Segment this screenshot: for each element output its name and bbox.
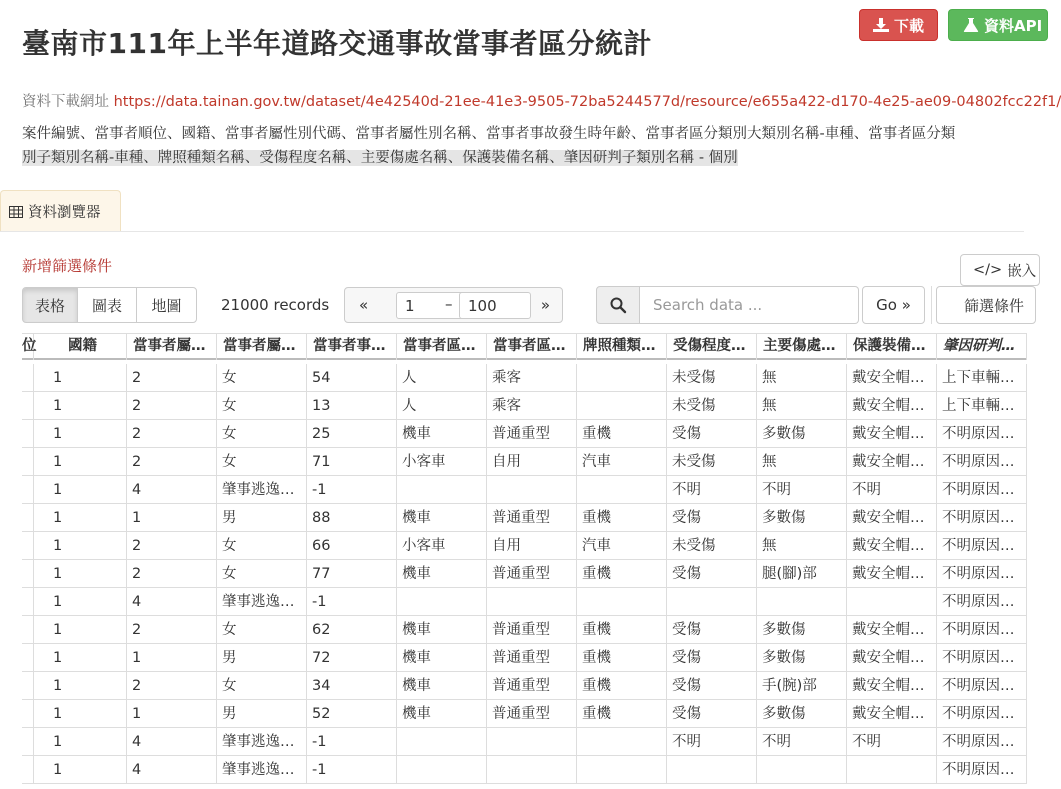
table-cell: 不明 [757, 728, 847, 756]
table-row[interactable] [22, 560, 1027, 588]
table-cell: 戴安全帽… [847, 392, 937, 420]
column-header[interactable]: 當事者區… [397, 334, 487, 360]
field-list-line-1: 案件編號、當事者順位、國籍、當事者屬性別代碼、當事者屬性別名稱、當事者事故發生時年齡、當事者區分類別大類別名稱-車種、當事者區分類 [22, 126, 956, 142]
table-cell: 普通重型 [487, 504, 577, 532]
table-cell: 未受傷 [667, 532, 757, 560]
table-cell: 普通重型 [487, 672, 577, 700]
table-cell: 乘客 [487, 364, 577, 392]
table-cell: 1 [34, 476, 127, 504]
table-cell: 無 [757, 448, 847, 476]
table-cell [397, 476, 487, 504]
table-cell: 不明 [757, 476, 847, 504]
table-cell: 2 [127, 420, 217, 448]
table-row[interactable] [22, 364, 1027, 392]
view-toggle-group [22, 287, 197, 323]
table-cell: 2 [127, 532, 217, 560]
table-cell: 戴安全帽… [847, 420, 937, 448]
table-cell: 腿(腳)部 [757, 560, 847, 588]
download-label: 下載 [893, 16, 924, 35]
table-cell: 1 [127, 504, 217, 532]
table-cell [22, 364, 34, 392]
table-cell: 機車 [397, 672, 487, 700]
table-cell: 上下車輛… [937, 364, 1027, 392]
table-cell: 未受傷 [667, 392, 757, 420]
download-icon [873, 18, 889, 32]
table-cell: 不明原因… [937, 728, 1027, 756]
table-cell: 71 [307, 448, 397, 476]
table-cell: 多數傷 [757, 644, 847, 672]
filters-button[interactable]: 篩選條件 [936, 286, 1036, 324]
table-cell: 無 [757, 532, 847, 560]
source-label: 資料下載網址 [22, 94, 109, 110]
table-cell [487, 476, 577, 504]
table-cell: 戴安全帽… [847, 672, 937, 700]
column-header[interactable]: 國籍 [34, 334, 127, 360]
table-cell [397, 588, 487, 616]
table-cell: -1 [307, 756, 397, 784]
column-header[interactable]: 保護裝備… [847, 334, 937, 360]
table-cell: 1 [34, 532, 127, 560]
search-icon [596, 286, 640, 324]
table-cell: 男 [217, 700, 307, 728]
table-cell: 未受傷 [667, 364, 757, 392]
tab-data-explorer-label: 資料瀏覽器 [28, 205, 101, 221]
table-row[interactable] [22, 700, 1027, 728]
table-cell: 汽車 [577, 532, 667, 560]
table-cell: 受傷 [667, 700, 757, 728]
table-cell: 1 [34, 756, 127, 784]
table-cell: 戴安全帽… [847, 532, 937, 560]
column-header[interactable]: 主要傷處… [757, 334, 847, 360]
table-cell [397, 728, 487, 756]
toolbar-divider [931, 286, 932, 324]
table-cell: 重機 [577, 672, 667, 700]
table-cell: 不明 [847, 728, 937, 756]
table-cell [757, 756, 847, 784]
field-list-line-2: 別子類別名稱-車種、牌照種類名稱、受傷程度名稱、主要傷處名稱、保護裝備名稱、肇因研判子類別名稱 - 個別 [22, 150, 738, 166]
table-cell: 肇事逃逸… [217, 588, 307, 616]
column-header[interactable]: 當事者區… [487, 334, 577, 360]
table-cell [847, 756, 937, 784]
table-cell: 人 [397, 364, 487, 392]
table-cell: 4 [127, 756, 217, 784]
table-cell: 不明原因… [937, 560, 1027, 588]
table-cell: 多數傷 [757, 616, 847, 644]
table-cell [847, 588, 937, 616]
table-cell [22, 532, 34, 560]
add-filter-link[interactable]: 新增篩選條件 [22, 257, 113, 275]
table-cell: 34 [307, 672, 397, 700]
table-cell: 自用 [487, 448, 577, 476]
table-cell: 1 [34, 588, 127, 616]
table-cell: 受傷 [667, 616, 757, 644]
grid-body [22, 356, 1027, 784]
table-cell [757, 588, 847, 616]
table-cell: 重機 [577, 616, 667, 644]
table-cell [22, 728, 34, 756]
table-cell: 2 [127, 560, 217, 588]
table-cell [487, 756, 577, 784]
column-header[interactable]: 當事者事… [307, 334, 397, 360]
table-cell: 1 [34, 392, 127, 420]
table-cell: 重機 [577, 504, 667, 532]
table-cell [577, 392, 667, 420]
table-row[interactable] [22, 448, 1027, 476]
table-cell: 男 [217, 504, 307, 532]
table-cell: 戴安全帽… [847, 364, 937, 392]
view-graph-button[interactable]: 圖表 [77, 287, 137, 323]
pager-next-button[interactable]: » [540, 296, 550, 314]
tab-divider [0, 231, 1024, 232]
pager [344, 287, 563, 323]
table-cell [577, 588, 667, 616]
table-cell [22, 756, 34, 784]
data-api-label: 資料API [984, 16, 1043, 35]
table-cell [22, 672, 34, 700]
table-cell: 上下車輛… [937, 392, 1027, 420]
table-cell: 不明原因… [937, 672, 1027, 700]
search-group [596, 286, 859, 324]
table-cell: 未受傷 [667, 448, 757, 476]
table-cell: 女 [217, 532, 307, 560]
column-header[interactable]: 受傷程度… [667, 334, 757, 360]
table-cell: 4 [127, 476, 217, 504]
table-cell: -1 [307, 728, 397, 756]
table-cell: -1 [307, 588, 397, 616]
table-cell: 1 [34, 560, 127, 588]
table-cell: 人 [397, 392, 487, 420]
table-cell: 受傷 [667, 672, 757, 700]
view-table-button[interactable]: 表格 [22, 287, 78, 323]
pager-dash: – [445, 295, 453, 313]
table-row[interactable] [22, 728, 1027, 756]
data-api-button[interactable] [948, 9, 1048, 41]
field-list [22, 122, 1024, 170]
table-cell [397, 756, 487, 784]
table-cell: 受傷 [667, 560, 757, 588]
table-cell: 不明原因… [937, 756, 1027, 784]
table-cell: 普通重型 [487, 560, 577, 588]
table-cell: 不明 [667, 476, 757, 504]
table-cell: 2 [127, 364, 217, 392]
table-cell: 2 [127, 448, 217, 476]
table-cell: 1 [34, 420, 127, 448]
table-cell: 不明原因… [937, 588, 1027, 616]
table-cell [22, 476, 34, 504]
table-cell: 62 [307, 616, 397, 644]
table-cell: 戴安全帽… [847, 700, 937, 728]
table-cell: 4 [127, 588, 217, 616]
table-cell: 重機 [577, 700, 667, 728]
table-cell: 女 [217, 420, 307, 448]
table-cell [667, 756, 757, 784]
pager-from-input[interactable] [396, 292, 467, 319]
table-cell: 女 [217, 392, 307, 420]
record-count: 21000 records [221, 296, 330, 314]
table-cell: 2 [127, 616, 217, 644]
table-cell: 受傷 [667, 420, 757, 448]
pager-to-input[interactable] [459, 292, 531, 319]
table-cell [22, 392, 34, 420]
table-row[interactable] [22, 588, 1027, 616]
table-cell: 機車 [397, 560, 487, 588]
table-cell: 不明原因… [937, 616, 1027, 644]
source-url-line [22, 90, 1061, 111]
table-cell: 1 [127, 700, 217, 728]
table-cell: 機車 [397, 700, 487, 728]
table-cell: 2 [127, 672, 217, 700]
table-cell: 女 [217, 616, 307, 644]
column-header[interactable]: 當事者屬… [217, 334, 307, 360]
table-cell: 4 [127, 728, 217, 756]
table-cell: 不明原因… [937, 700, 1027, 728]
table-row[interactable] [22, 756, 1027, 784]
table-cell: 多數傷 [757, 700, 847, 728]
table-cell: 戴安全帽… [847, 616, 937, 644]
source-url-link[interactable]: https://data.tainan.gov.tw/dataset/4e42540d-21ee-41e3-9505-72ba5244577d/resource/e655a422-d170-4e25-ae09-04802fcc22f1/ [113, 94, 1061, 110]
table-cell [22, 560, 34, 588]
embed-button[interactable] [960, 254, 1040, 286]
column-header[interactable]: 當事者屬… [127, 334, 217, 360]
table-cell: 不明原因… [937, 420, 1027, 448]
table-cell: 72 [307, 644, 397, 672]
table-cell: 多數傷 [757, 504, 847, 532]
table-cell: 1 [34, 728, 127, 756]
table-row[interactable] [22, 476, 1027, 504]
table-cell: 機車 [397, 616, 487, 644]
table-cell: 機車 [397, 644, 487, 672]
pager-prev-button[interactable]: « [359, 296, 369, 314]
table-cell [487, 728, 577, 756]
table-cell: 肇事逃逸… [217, 728, 307, 756]
table-cell: 重機 [577, 560, 667, 588]
table-cell: 1 [34, 644, 127, 672]
table-cell: 機車 [397, 420, 487, 448]
table-cell [577, 728, 667, 756]
column-header[interactable]: 位 [22, 334, 34, 360]
table-cell [22, 504, 34, 532]
table-cell: 1 [34, 616, 127, 644]
table-cell [487, 588, 577, 616]
table-cell: 無 [757, 364, 847, 392]
search-go-button[interactable]: Go » [862, 286, 925, 324]
table-cell: 25 [307, 420, 397, 448]
table-cell: 普通重型 [487, 700, 577, 728]
grid-header [22, 333, 1027, 360]
search-input[interactable] [640, 286, 859, 324]
table-cell: 受傷 [667, 504, 757, 532]
flask-icon [963, 17, 979, 33]
table-cell: 乘客 [487, 392, 577, 420]
table-row[interactable] [22, 616, 1027, 644]
table-cell: 13 [307, 392, 397, 420]
table-cell [22, 616, 34, 644]
table-cell [577, 476, 667, 504]
table-cell: 小客車 [397, 448, 487, 476]
table-cell: 1 [34, 504, 127, 532]
table-cell: 男 [217, 644, 307, 672]
table-cell [577, 756, 667, 784]
table-row[interactable] [22, 672, 1027, 700]
table-cell: 手(腕)部 [757, 672, 847, 700]
table-cell: 女 [217, 560, 307, 588]
embed-label: 嵌入 [1007, 263, 1037, 280]
table-cell: 女 [217, 364, 307, 392]
table-icon [9, 206, 23, 218]
table-cell: 機車 [397, 504, 487, 532]
table-cell [577, 364, 667, 392]
table-row[interactable] [22, 532, 1027, 560]
table-cell: 無 [757, 392, 847, 420]
table-cell: 小客車 [397, 532, 487, 560]
table-cell [22, 448, 34, 476]
table-cell [22, 700, 34, 728]
table-cell: 戴安全帽… [847, 560, 937, 588]
table-cell: 1 [127, 644, 217, 672]
table-cell: 不明原因… [937, 448, 1027, 476]
table-cell: 1 [34, 364, 127, 392]
table-cell: 肇事逃逸… [217, 476, 307, 504]
table-cell: 1 [34, 672, 127, 700]
table-cell: 1 [34, 448, 127, 476]
table-cell: 女 [217, 672, 307, 700]
table-cell: 戴安全帽… [847, 504, 937, 532]
table-cell: 汽車 [577, 448, 667, 476]
column-header[interactable]: 牌照種類… [577, 334, 667, 360]
table-cell: 66 [307, 532, 397, 560]
table-cell [667, 588, 757, 616]
table-row[interactable] [22, 644, 1027, 672]
table-cell: 77 [307, 560, 397, 588]
table-cell: 戴安全帽… [847, 448, 937, 476]
column-header[interactable]: 肇因研判… [937, 334, 1027, 360]
page-title: 臺南市111年上半年道路交通事故當事者區分統計 [22, 27, 652, 60]
table-cell: 不明原因… [937, 476, 1027, 504]
table-cell: 不明 [847, 476, 937, 504]
code-icon: </> [973, 262, 1003, 278]
table-cell: 1 [34, 700, 127, 728]
table-cell: 受傷 [667, 644, 757, 672]
table-cell: 54 [307, 364, 397, 392]
table-cell: 不明原因… [937, 644, 1027, 672]
table-cell: 重機 [577, 420, 667, 448]
download-button[interactable] [859, 9, 938, 41]
table-cell: 2 [127, 392, 217, 420]
tab-data-explorer[interactable] [0, 190, 121, 232]
data-grid [22, 333, 1024, 789]
table-cell: 普通重型 [487, 420, 577, 448]
table-cell: 肇事逃逸… [217, 756, 307, 784]
table-cell: -1 [307, 476, 397, 504]
table-cell [22, 420, 34, 448]
table-cell: 88 [307, 504, 397, 532]
table-cell: 不明原因… [937, 504, 1027, 532]
view-map-button[interactable]: 地圖 [136, 287, 197, 323]
table-row[interactable] [22, 392, 1027, 420]
table-cell: 不明 [667, 728, 757, 756]
table-cell [22, 644, 34, 672]
table-cell: 普通重型 [487, 644, 577, 672]
table-cell [22, 588, 34, 616]
table-row[interactable] [22, 420, 1027, 448]
table-cell: 重機 [577, 644, 667, 672]
table-cell: 不明原因… [937, 532, 1027, 560]
table-row[interactable] [22, 504, 1027, 532]
table-cell: 普通重型 [487, 616, 577, 644]
table-cell: 52 [307, 700, 397, 728]
table-cell: 戴安全帽… [847, 644, 937, 672]
table-cell: 女 [217, 448, 307, 476]
table-cell: 自用 [487, 532, 577, 560]
table-cell: 多數傷 [757, 420, 847, 448]
